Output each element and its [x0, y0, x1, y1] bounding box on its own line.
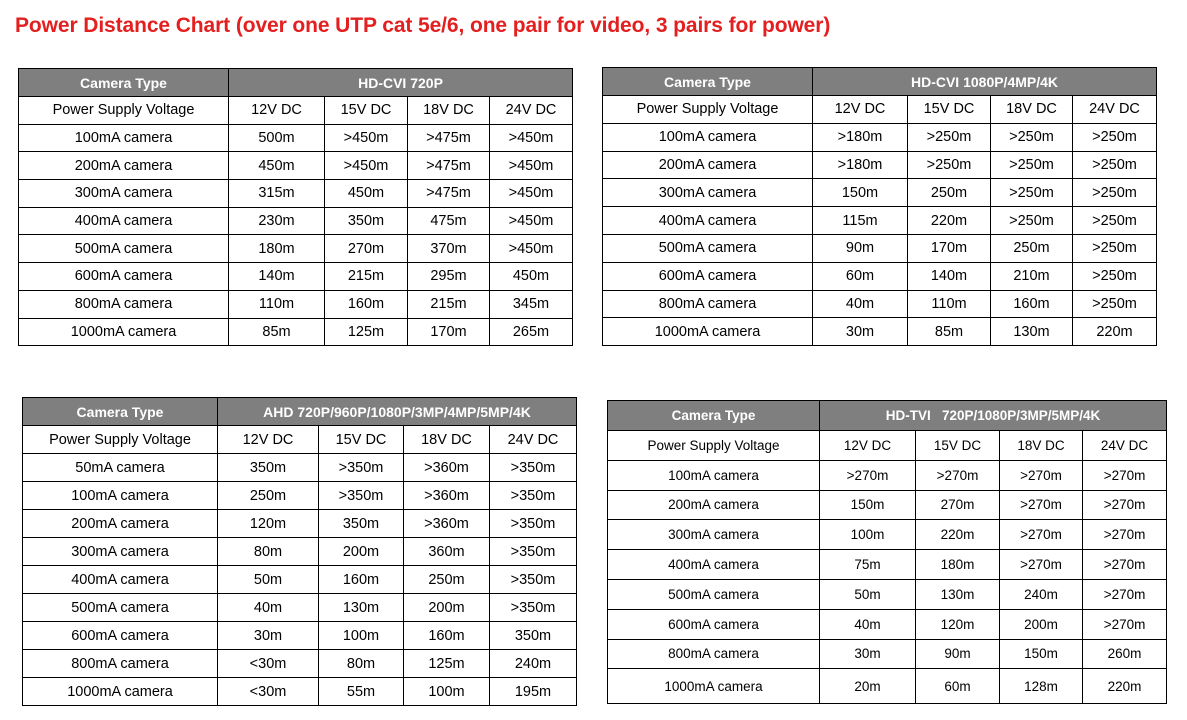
distance-cell: 140m	[908, 262, 991, 290]
distance-cell: 250m	[991, 234, 1073, 262]
distance-cell: 115m	[813, 207, 908, 235]
camera-label: 400mA camera	[603, 207, 813, 235]
distance-cell: >270m	[1000, 550, 1083, 580]
distance-cell: >270m	[1083, 609, 1167, 639]
camera-label: 200mA camera	[23, 510, 218, 538]
distance-cell: 270m	[325, 235, 408, 263]
distance-cell: >250m	[1073, 151, 1157, 179]
model-header: HD-CVI 720P	[229, 69, 573, 97]
model-header: HD-CVI 1080P/4MP/4K	[813, 68, 1157, 96]
camera-label: 500mA camera	[603, 234, 813, 262]
camera-label: 600mA camera	[603, 262, 813, 290]
distance-cell: 170m	[408, 318, 490, 346]
distance-cell: >270m	[820, 460, 916, 490]
table-row	[23, 650, 577, 678]
distance-cell: 85m	[229, 318, 325, 346]
distance-cell: 130m	[319, 594, 404, 622]
table-row	[608, 609, 1167, 639]
distance-cell: 50m	[820, 579, 916, 609]
distance-cell: >250m	[1073, 207, 1157, 235]
voltage-header: 24V DC	[1083, 431, 1167, 461]
camera-label: 400mA camera	[23, 566, 218, 594]
distance-cell: >475m	[408, 180, 490, 208]
camera-type-header: Camera Type	[19, 69, 229, 97]
distance-cell: >360m	[404, 482, 490, 510]
distance-cell: >250m	[991, 151, 1073, 179]
distance-cell: 360m	[404, 538, 490, 566]
distance-cell: 160m	[319, 566, 404, 594]
distance-cell: >350m	[319, 482, 404, 510]
table-row	[608, 460, 1167, 490]
voltage-header: 12V DC	[218, 426, 319, 454]
distance-cell: 200m	[1000, 609, 1083, 639]
distance-cell: 150m	[820, 490, 916, 520]
title-main: Power Distance Chart	[15, 14, 231, 37]
distance-cell: >250m	[1073, 234, 1157, 262]
distance-cell: 200m	[404, 594, 490, 622]
camera-label: 500mA camera	[19, 235, 229, 263]
model-header: HD-TVI 720P/1080P/3MP/5MP/4K	[820, 401, 1167, 431]
voltage-header: 15V DC	[908, 96, 991, 124]
distance-cell: 350m	[325, 207, 408, 235]
table-row	[23, 482, 577, 510]
distance-cell: 195m	[490, 678, 577, 706]
distance-cell: 160m	[325, 290, 408, 318]
camera-label: 200mA camera	[19, 152, 229, 180]
camera-label: 800mA camera	[23, 650, 218, 678]
distance-cell: 450m	[490, 263, 573, 291]
table-hdcvi-720p	[18, 68, 573, 346]
camera-type-header: Camera Type	[608, 401, 820, 431]
camera-label: 300mA camera	[23, 538, 218, 566]
camera-label: 300mA camera	[19, 180, 229, 208]
camera-label: 600mA camera	[608, 609, 820, 639]
distance-cell: >270m	[916, 460, 1000, 490]
camera-label: 1000mA camera	[603, 318, 813, 346]
distance-cell: 315m	[229, 180, 325, 208]
camera-label: 400mA camera	[19, 207, 229, 235]
distance-cell: >350m	[490, 538, 577, 566]
distance-cell: >250m	[1073, 123, 1157, 151]
table-row	[19, 318, 573, 346]
distance-cell: 220m	[1073, 318, 1157, 346]
distance-cell: 130m	[991, 318, 1073, 346]
distance-cell: >350m	[319, 454, 404, 482]
distance-cell: 160m	[404, 622, 490, 650]
voltage-header: 18V DC	[1000, 431, 1083, 461]
camera-type-header: Camera Type	[603, 68, 813, 96]
table-hdcvi-1080p	[602, 67, 1157, 346]
voltage-header: 15V DC	[916, 431, 1000, 461]
table-ahd	[22, 397, 577, 706]
table-row	[23, 510, 577, 538]
distance-cell: 80m	[218, 538, 319, 566]
table-header	[23, 398, 577, 426]
voltage-header: 18V DC	[408, 97, 490, 125]
distance-cell: >270m	[1000, 490, 1083, 520]
distance-cell: 215m	[408, 290, 490, 318]
camera-label: 1000mA camera	[608, 669, 820, 704]
table-row	[23, 454, 577, 482]
distance-cell: 85m	[908, 318, 991, 346]
table-row	[608, 579, 1167, 609]
table-row	[608, 520, 1167, 550]
camera-label: 1000mA camera	[19, 318, 229, 346]
distance-cell: 40m	[218, 594, 319, 622]
camera-label: 500mA camera	[608, 579, 820, 609]
table-row	[23, 678, 577, 706]
camera-label: 800mA camera	[603, 290, 813, 318]
voltage-row	[23, 426, 577, 454]
distance-cell: 90m	[916, 639, 1000, 669]
distance-cell: >360m	[404, 510, 490, 538]
table-row	[19, 152, 573, 180]
distance-cell: 125m	[404, 650, 490, 678]
distance-cell: >250m	[908, 151, 991, 179]
distance-cell: 120m	[916, 609, 1000, 639]
distance-cell: 180m	[229, 235, 325, 263]
table-row	[603, 290, 1157, 318]
distance-cell: 250m	[908, 179, 991, 207]
distance-cell: 345m	[490, 290, 573, 318]
voltage-label: Power Supply Voltage	[19, 97, 229, 125]
distance-cell: 128m	[1000, 669, 1083, 704]
voltage-header: 24V DC	[490, 426, 577, 454]
distance-cell: >350m	[490, 454, 577, 482]
table-row	[23, 622, 577, 650]
camera-label: 1000mA camera	[23, 678, 218, 706]
distance-cell: 350m	[319, 510, 404, 538]
model-header: AHD 720P/960P/1080P/3MP/4MP/5MP/4K	[218, 398, 577, 426]
camera-label: 100mA camera	[19, 124, 229, 152]
distance-cell: >270m	[1083, 579, 1167, 609]
voltage-header: 12V DC	[813, 96, 908, 124]
distance-cell: >250m	[908, 123, 991, 151]
camera-label: 800mA camera	[608, 639, 820, 669]
distance-cell: 150m	[813, 179, 908, 207]
voltage-header: 24V DC	[1073, 96, 1157, 124]
camera-label: 100mA camera	[23, 482, 218, 510]
distance-cell: >360m	[404, 454, 490, 482]
camera-label: 100mA camera	[603, 123, 813, 151]
distance-cell: 30m	[218, 622, 319, 650]
distance-cell: 110m	[229, 290, 325, 318]
distance-cell: 215m	[325, 263, 408, 291]
distance-cell: 250m	[218, 482, 319, 510]
distance-cell: >250m	[1073, 179, 1157, 207]
distance-cell: 150m	[1000, 639, 1083, 669]
table-row	[608, 550, 1167, 580]
title-subtitle: (over one UTP cat 5e/6, one pair for video, 3 pairs for power)	[235, 14, 831, 37]
distance-cell: >450m	[490, 235, 573, 263]
distance-cell: >250m	[991, 123, 1073, 151]
distance-cell: 40m	[820, 609, 916, 639]
table-row	[19, 235, 573, 263]
distance-cell: 60m	[916, 669, 1000, 704]
distance-cell: 220m	[916, 520, 1000, 550]
distance-cell: 100m	[319, 622, 404, 650]
page-title	[15, 14, 830, 38]
distance-cell: 170m	[908, 234, 991, 262]
distance-cell: 220m	[908, 207, 991, 235]
distance-cell: 210m	[991, 262, 1073, 290]
distance-cell: 80m	[319, 650, 404, 678]
table-row	[19, 124, 573, 152]
table-row	[19, 263, 573, 291]
distance-cell: >270m	[1083, 460, 1167, 490]
distance-cell: 60m	[813, 262, 908, 290]
camera-label: 50mA camera	[23, 454, 218, 482]
voltage-header: 15V DC	[325, 97, 408, 125]
distance-cell: 55m	[319, 678, 404, 706]
table-row	[603, 207, 1157, 235]
distance-cell: >350m	[490, 594, 577, 622]
table-row	[23, 594, 577, 622]
table-row	[603, 318, 1157, 346]
distance-cell: 270m	[916, 490, 1000, 520]
distance-cell: >180m	[813, 123, 908, 151]
table-row	[19, 207, 573, 235]
distance-cell: >450m	[490, 180, 573, 208]
voltage-header: 12V DC	[820, 431, 916, 461]
distance-cell: >475m	[408, 152, 490, 180]
distance-cell: 265m	[490, 318, 573, 346]
table-row	[19, 290, 573, 318]
voltage-label: Power Supply Voltage	[23, 426, 218, 454]
distance-cell: 180m	[916, 550, 1000, 580]
distance-cell: >475m	[408, 124, 490, 152]
camera-label: 800mA camera	[19, 290, 229, 318]
distance-cell: 90m	[813, 234, 908, 262]
distance-cell: 120m	[218, 510, 319, 538]
distance-cell: 500m	[229, 124, 325, 152]
table-row	[603, 262, 1157, 290]
distance-cell: >350m	[490, 482, 577, 510]
table-header	[19, 69, 573, 97]
distance-cell: 295m	[408, 263, 490, 291]
distance-cell: >450m	[325, 152, 408, 180]
distance-cell: 160m	[991, 290, 1073, 318]
table-row	[603, 234, 1157, 262]
table-row	[603, 123, 1157, 151]
distance-cell: 240m	[490, 650, 577, 678]
camera-type-header: Camera Type	[23, 398, 218, 426]
distance-cell: 220m	[1083, 669, 1167, 704]
camera-label: 100mA camera	[608, 460, 820, 490]
distance-cell: >270m	[1083, 550, 1167, 580]
voltage-row	[19, 97, 573, 125]
distance-cell: 75m	[820, 550, 916, 580]
voltage-header: 18V DC	[404, 426, 490, 454]
camera-label: 600mA camera	[19, 263, 229, 291]
voltage-header: 15V DC	[319, 426, 404, 454]
distance-cell: >270m	[1000, 460, 1083, 490]
camera-label: 200mA camera	[608, 490, 820, 520]
table-row	[603, 179, 1157, 207]
distance-cell: 130m	[916, 579, 1000, 609]
camera-label: 200mA camera	[603, 151, 813, 179]
voltage-header: 24V DC	[490, 97, 573, 125]
table-row	[608, 639, 1167, 669]
distance-cell: 350m	[490, 622, 577, 650]
distance-cell: >450m	[325, 124, 408, 152]
table-row	[23, 566, 577, 594]
distance-cell: 250m	[404, 566, 490, 594]
table-header	[608, 401, 1167, 431]
distance-cell: 110m	[908, 290, 991, 318]
distance-cell: >450m	[490, 124, 573, 152]
voltage-label: Power Supply Voltage	[608, 431, 820, 461]
table-header	[603, 68, 1157, 96]
distance-cell: <30m	[218, 650, 319, 678]
distance-cell: 40m	[813, 290, 908, 318]
table-row	[23, 538, 577, 566]
voltage-row	[608, 431, 1167, 461]
voltage-header: 12V DC	[229, 97, 325, 125]
table-row	[608, 669, 1167, 704]
distance-cell: 200m	[319, 538, 404, 566]
voltage-row	[603, 96, 1157, 124]
distance-cell: >270m	[1000, 520, 1083, 550]
distance-cell: 350m	[218, 454, 319, 482]
distance-cell: 140m	[229, 263, 325, 291]
distance-cell: 475m	[408, 207, 490, 235]
distance-cell: >250m	[1073, 262, 1157, 290]
voltage-header: 18V DC	[991, 96, 1073, 124]
distance-cell: >350m	[490, 566, 577, 594]
distance-cell: 125m	[325, 318, 408, 346]
distance-cell: >250m	[991, 207, 1073, 235]
camera-label: 500mA camera	[23, 594, 218, 622]
distance-cell: 240m	[1000, 579, 1083, 609]
table-hdtvi	[607, 400, 1167, 704]
distance-cell: >450m	[490, 207, 573, 235]
distance-cell: <30m	[218, 678, 319, 706]
camera-label: 300mA camera	[608, 520, 820, 550]
distance-cell: >250m	[991, 179, 1073, 207]
distance-cell: >270m	[1083, 520, 1167, 550]
distance-cell: 30m	[813, 318, 908, 346]
distance-cell: 30m	[820, 639, 916, 669]
table-row	[608, 490, 1167, 520]
distance-cell: 100m	[820, 520, 916, 550]
distance-cell: 230m	[229, 207, 325, 235]
distance-cell: 450m	[229, 152, 325, 180]
table-row	[603, 151, 1157, 179]
camera-label: 300mA camera	[603, 179, 813, 207]
distance-cell: 20m	[820, 669, 916, 704]
distance-cell: >350m	[490, 510, 577, 538]
camera-label: 600mA camera	[23, 622, 218, 650]
distance-cell: 370m	[408, 235, 490, 263]
distance-cell: >270m	[1083, 490, 1167, 520]
distance-cell: 260m	[1083, 639, 1167, 669]
distance-cell: 450m	[325, 180, 408, 208]
distance-cell: >250m	[1073, 290, 1157, 318]
table-row	[19, 180, 573, 208]
distance-cell: 50m	[218, 566, 319, 594]
distance-cell: 100m	[404, 678, 490, 706]
camera-label: 400mA camera	[608, 550, 820, 580]
voltage-label: Power Supply Voltage	[603, 96, 813, 124]
distance-cell: >450m	[490, 152, 573, 180]
distance-cell: >180m	[813, 151, 908, 179]
